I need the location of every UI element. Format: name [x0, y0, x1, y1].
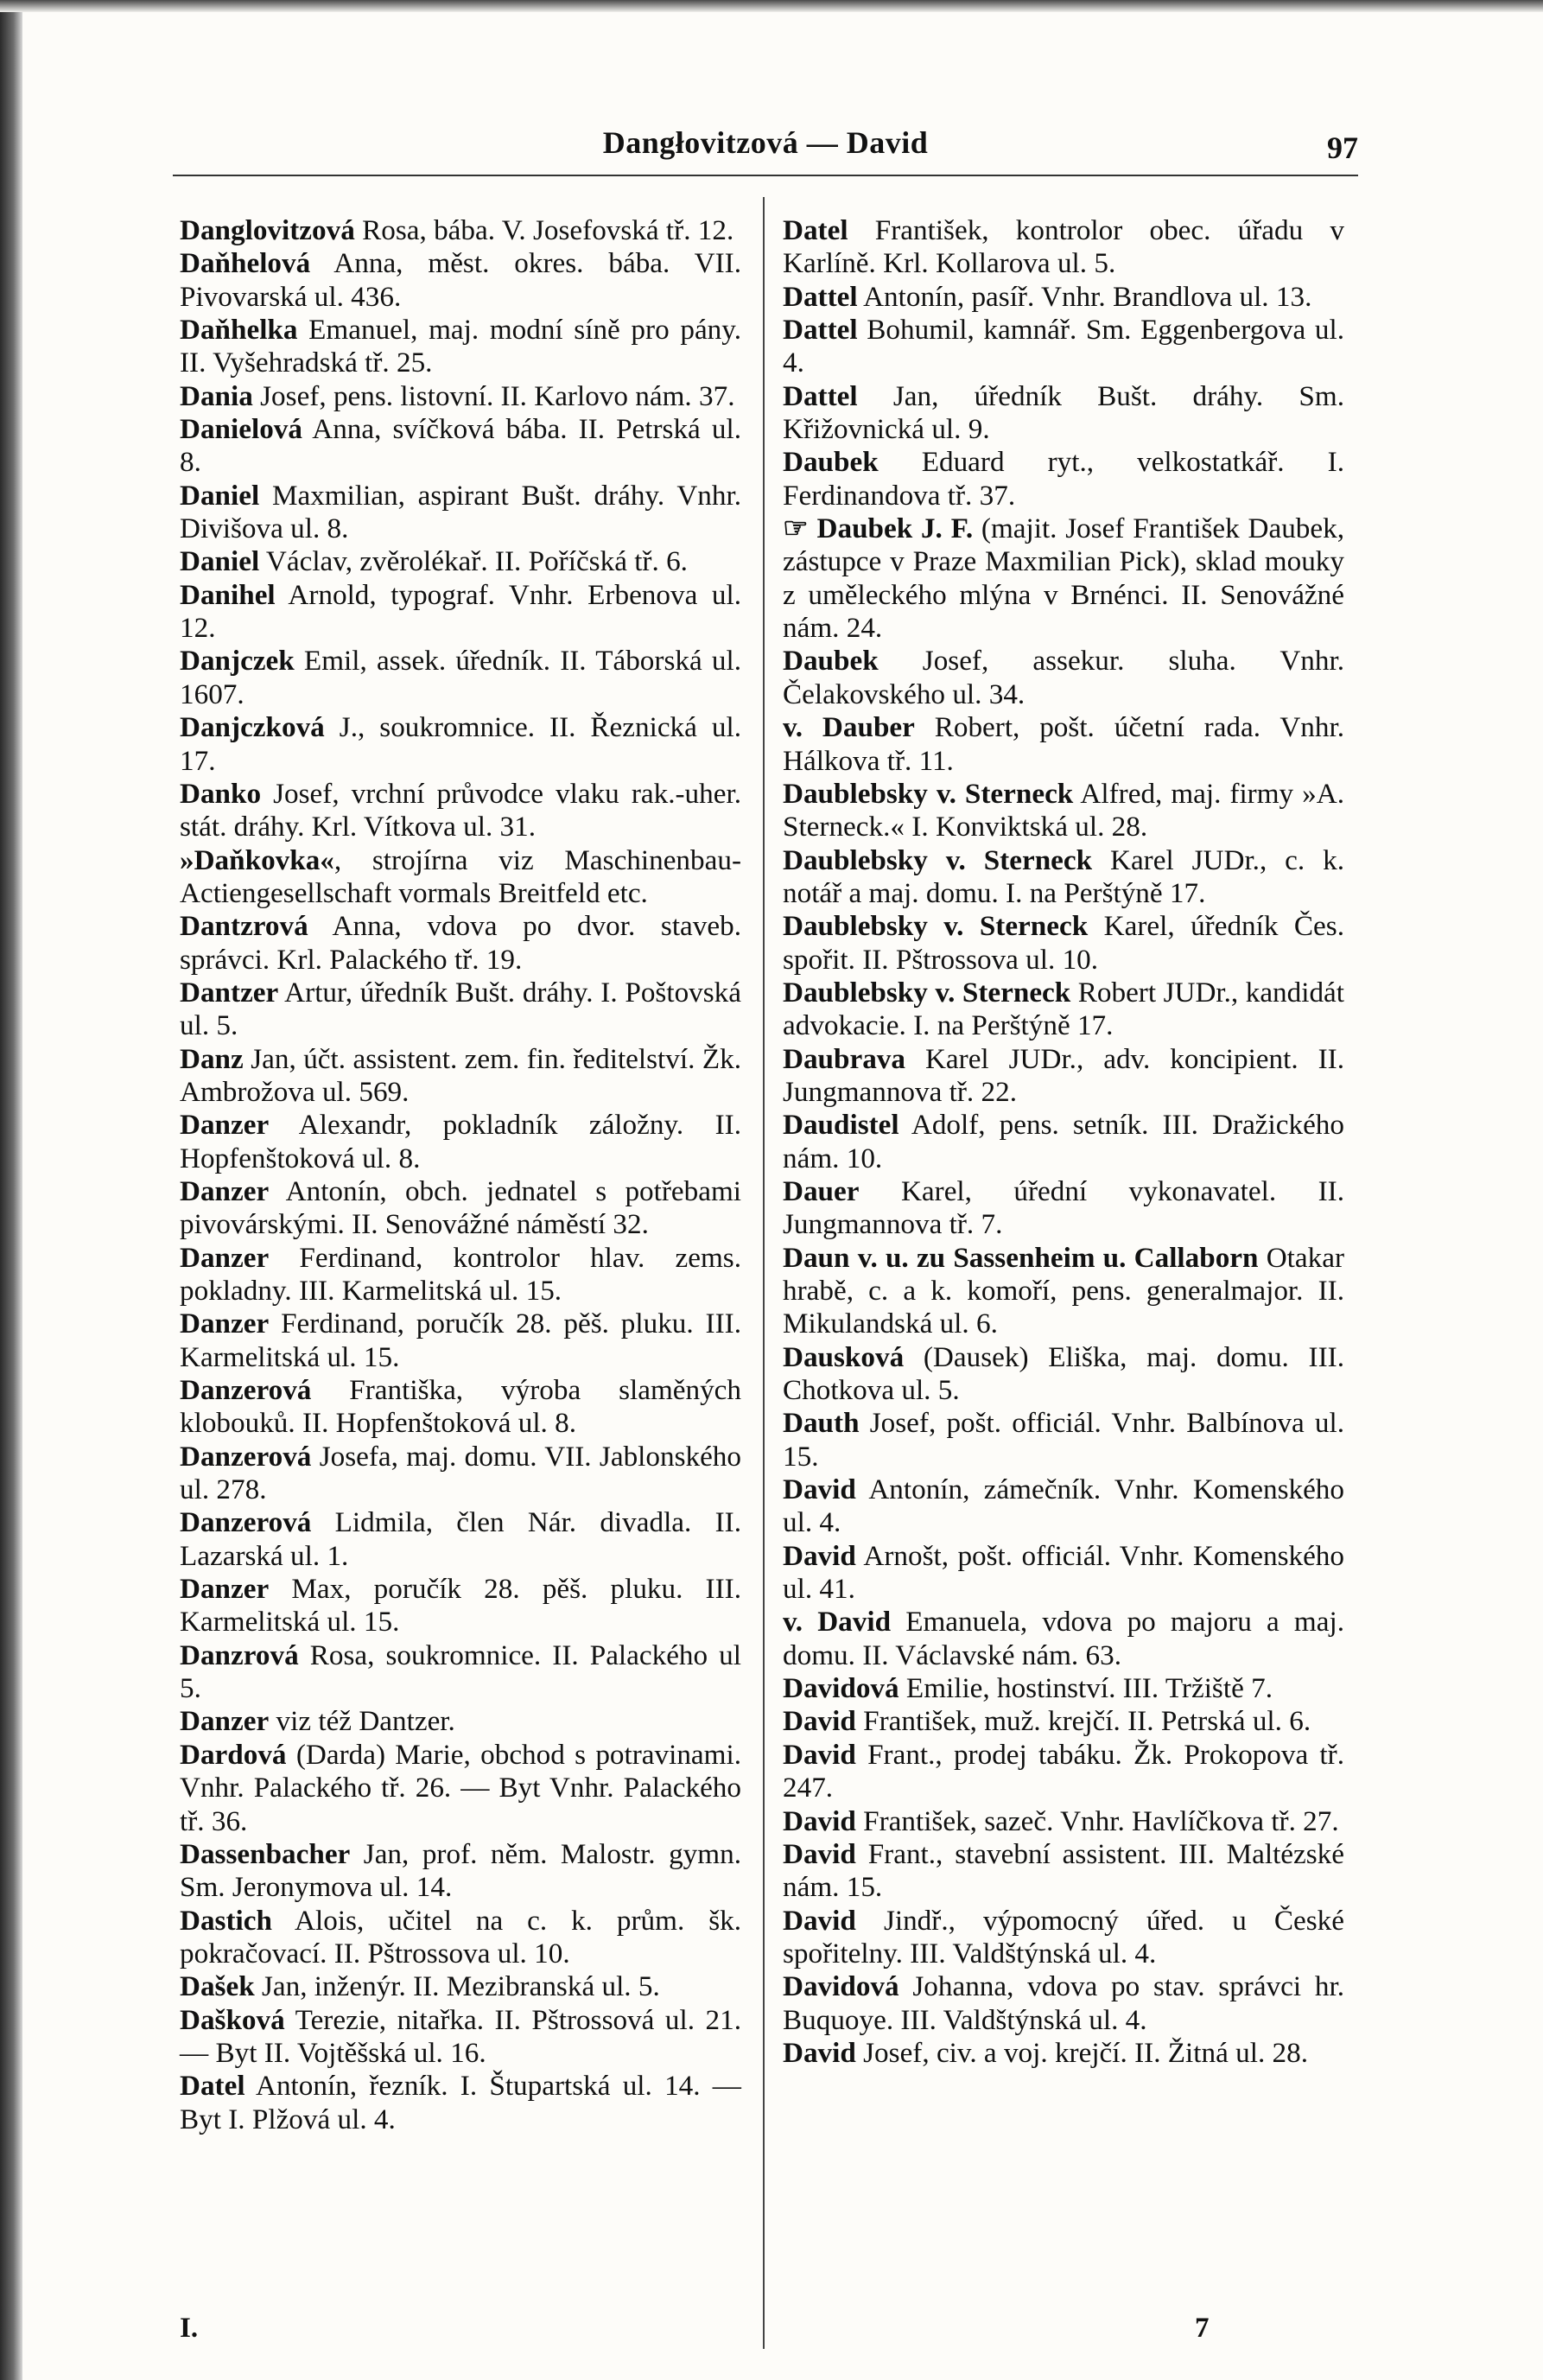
directory-entry [783, 1739, 1344, 1805]
directory-entry [783, 380, 1344, 447]
entry-details: Josef, vrchní průvodce vlaku rak.-uher. stát. dráhy. Krl. Vítkova ul. 31. [180, 777, 741, 843]
entry-name: Daublebsky v. Sterneck [783, 910, 1089, 943]
directory-entry [783, 1109, 1344, 1175]
entry-name: David [783, 1904, 856, 1937]
entry-name: Daniel [180, 479, 260, 512]
directory-entry [783, 1705, 1344, 1738]
entry-details: (Darda) Marie, obchod s potravinami. Vnhr. Palackého tř. 26. — Byt Vnhr. Palackého tř. 36. [180, 1738, 741, 1837]
directory-entry [180, 711, 741, 778]
entry-details: Jan, účt. assistent. zem. fin. ředitelství. Žk. Ambrožova ul. 569. [180, 1042, 741, 1108]
entry-details: Josef, pošt. officiál. Vnhr. Balbínova ul. 15. [783, 1407, 1344, 1473]
directory-entry [180, 1308, 741, 1374]
entry-details: (Dausek) Eliška, maj. domu. III. Chotkova ul. 5. [783, 1340, 1344, 1407]
directory-entry [783, 711, 1344, 778]
page-header [173, 121, 1358, 169]
entry-details: Arnošt, pošt. officiál. Vnhr. Komenského ul. 41. [783, 1539, 1344, 1606]
directory-entry [180, 413, 741, 480]
directory-entry [180, 910, 741, 977]
entry-name: Daňhelová [180, 247, 311, 280]
entry-details: Ferdinand, kontrolor hlav. zems. pokladny. III. Karmelitská ul. 15. [180, 1241, 741, 1307]
entry-name: Danzer [180, 1308, 270, 1340]
entry-name: Danzer [180, 1109, 270, 1142]
entry-details: Johanna, vdova po stav. správci hr. Buquoye. III. Valdštýnská ul. 4. [783, 1970, 1344, 2036]
entry-name: Daubek [783, 645, 879, 678]
directory-entry [180, 1970, 741, 2003]
directory-entry [180, 1639, 741, 1706]
directory-entry [783, 1970, 1344, 2037]
entry-details: Antonín, pasíř. Vnhr. Brandlova ul. 13. [857, 280, 1312, 313]
directory-entry [783, 1242, 1344, 1341]
entry-name: Danzrová [180, 1639, 299, 1671]
entry-name: Daňhelka [180, 314, 298, 347]
entry-details: Antonín, obch. jednatel s potřebami pivovárskými. II. Senovážné náměstí 32. [180, 1174, 741, 1241]
entry-name: Danzerová [180, 1506, 312, 1539]
directory-entry [180, 214, 741, 247]
entry-name: ☞ Daubek J. F. [783, 512, 974, 545]
entry-details: Františka, výroba slaměných klobouků. II. Hopfenštoková ul. 8. [180, 1374, 741, 1440]
directory-entry [180, 579, 741, 646]
entry-name: v. David [783, 1606, 892, 1639]
entry-details: Frant., stavební assistent. III. Maltézské nám. 15. [783, 1837, 1344, 1904]
directory-entry [180, 545, 741, 578]
directory-entry [783, 1540, 1344, 1607]
entry-name: Daublebsky v. Sterneck [783, 976, 1071, 1009]
entry-name: David [783, 1738, 856, 1771]
entry-name: Danz [180, 1042, 244, 1075]
directory-entry [180, 2004, 741, 2071]
entry-name: Danjczková [180, 711, 325, 744]
entry-name: Danzer [180, 1705, 270, 1738]
entry-details: Robert, pošt. účetní rada. Vnhr. Hálkova tř. 11. [783, 711, 1344, 777]
running-head: Dangłovitzová — David [602, 125, 929, 160]
entry-details: Alexandr, pokladník záložny. II. Hopfenštoková ul. 8. [180, 1109, 741, 1174]
entry-details: Jan, inženýr. II. Mezibranská ul. 5. [254, 1970, 660, 2003]
entry-name: Danzer [180, 1573, 270, 1606]
entry-details: Jan, úředník Bušt. dráhy. Sm. Křižovnická ul. 9. [783, 379, 1344, 446]
directory-entry [783, 844, 1344, 911]
entry-details: , strojírna viz Maschinenbau-Actiengesellschaft vormals Breitfeld etc. [180, 843, 741, 909]
directory-entry [180, 1374, 741, 1441]
entry-name: Danglovitzová [180, 214, 355, 246]
entry-details: Anna, svíčková bába. II. Petrská ul. 8. [180, 413, 741, 479]
entry-details: Emanuel, maj. modní síně pro pány. II. Vyšehradská tř. 25. [180, 314, 741, 379]
entry-name: Danzer [180, 1174, 270, 1207]
right-column [783, 214, 1344, 2070]
directory-entry [180, 778, 741, 844]
entry-details: Karel, úřední vykonavatel. II. Jungmannova tř. 7. [783, 1174, 1344, 1241]
entry-name: Dauer [783, 1174, 860, 1207]
entry-details: František, muž. krejčí. II. Petrská ul. 6. [855, 1705, 1311, 1738]
scan-edge-left [0, 0, 22, 2380]
entry-details: Otakar hrabě, c. a k. komoří, pens. generalmajor. II. Mikulandská ul. 6. [783, 1241, 1345, 1340]
entry-name: Datel [180, 2070, 245, 2103]
directory-entry [180, 380, 741, 413]
entry-details: František, sazeč. Vnhr. Havlíčkova tř. 27. [855, 1804, 1339, 1837]
entry-name: Daniel [180, 545, 260, 578]
directory-entry [180, 645, 741, 711]
entry-name: Daun v. u. zu Sassenheim u. Callaborn [783, 1241, 1259, 1274]
page-number: 97 [1327, 130, 1358, 165]
directory-entry [783, 1805, 1344, 1838]
entry-details: J., soukromnice. II. Řeznická ul. 17. [180, 711, 741, 777]
directory-entry [783, 910, 1344, 977]
directory-entry [180, 247, 741, 314]
entry-name: Dauth [783, 1407, 860, 1440]
column-divider [763, 197, 765, 2349]
entry-name: Dattel [783, 280, 858, 313]
entry-name: Daublebsky v. Sterneck [783, 777, 1074, 810]
entry-name: Davidová [783, 1970, 899, 2003]
directory-entry [783, 1341, 1344, 1408]
entry-name: Davidová [783, 1672, 899, 1705]
directory-entry [783, 1905, 1344, 1971]
directory-entry [180, 1739, 741, 1838]
entry-details: Antonín, zámečník. Vnhr. Komenského ul. 4. [783, 1473, 1344, 1539]
entry-details: Frant., prodej tabáku. Žk. Prokopova tř. 247. [783, 1738, 1344, 1804]
directory-entry [783, 1043, 1344, 1110]
directory-entry [180, 1573, 741, 1639]
entry-details: Maxmilian, aspirant Bušt. dráhy. Vnhr. Divišova ul. 8. [180, 479, 741, 545]
entry-name: David [783, 1473, 856, 1506]
directory-entry [180, 1838, 741, 1905]
entry-name: Danzer [180, 1241, 270, 1274]
entry-name: Dastich [180, 1904, 272, 1937]
entry-details: Karel JUDr., adv. koncipient. II. Jungmannova tř. 22. [783, 1042, 1344, 1108]
directory-entry [180, 1109, 741, 1175]
directory-entry [783, 314, 1344, 380]
directory-entry [180, 2070, 741, 2136]
entry-name: Dausková [783, 1340, 905, 1373]
entry-name: Daubek [783, 446, 879, 479]
scan-edge-top [0, 0, 1543, 12]
entry-details: František, kontrolor obec. úřadu v Karlíně. Krl. Kollarova ul. 5. [783, 214, 1344, 280]
entry-details: Jindř., výpomocný úřed. u České spořitelny. III. Valdštýnská ul. 4. [783, 1904, 1344, 1970]
entry-name: v. Dauber [783, 711, 915, 744]
directory-entry [783, 645, 1344, 711]
entry-details: (majit. Josef František Daubek, zástupce v Praze Maxmilian Pick), sklad mouky z uměleckého mlýna v Brnénci. II. Senovážné nám. 24. [783, 512, 1345, 645]
entry-details: Josef, civ. a voj. krejčí. II. Žitná ul. 28. [855, 2036, 1309, 2069]
entry-details: Robert JUDr., kandidát advokacie. I. na Perštýně 17. [783, 976, 1344, 1042]
directory-entry [783, 446, 1344, 512]
directory-entry [180, 1441, 741, 1507]
header-rule [173, 175, 1358, 176]
entry-name: Danihel [180, 578, 276, 611]
directory-entry [783, 1175, 1344, 1242]
entry-name: David [783, 1804, 856, 1837]
entry-name: David [783, 2036, 856, 2069]
entry-details: Emil, assek. úředník. II. Táborská ul. 1607. [180, 645, 741, 710]
directory-entry [783, 1672, 1344, 1705]
entry-details: viz též Dantzer. [269, 1705, 455, 1738]
signature-mark-left: I. [180, 2313, 199, 2344]
directory-entry [783, 1838, 1344, 1905]
entry-name: Danielová [180, 413, 302, 446]
entry-details: Emilie, hostinství. III. Tržiště 7. [898, 1672, 1273, 1705]
entry-name: Daublebsky v. Sterneck [783, 843, 1093, 876]
entry-name: Danzerová [180, 1440, 312, 1473]
directory-entry [180, 1705, 741, 1738]
entry-name: Dattel [783, 314, 858, 347]
left-column [180, 214, 741, 2136]
entry-details: Anna, vdova po dvor. staveb. správci. Krl. Palackého tř. 19. [180, 910, 741, 976]
entry-name: David [783, 1837, 856, 1870]
entry-details: Terezie, nitařka. II. Pštrossová ul. 21. — Byt II. Vojtěšská ul. 16. [180, 2003, 741, 2069]
directory-entry [180, 1506, 741, 1573]
directory-entry [783, 281, 1344, 314]
entry-details: Eduard ryt., velkostatkář. I. Ferdinandova tř. 37. [783, 446, 1344, 512]
entry-name: Dantzrová [180, 910, 308, 943]
entry-name: Danzerová [180, 1374, 312, 1407]
entry-name: Danjczek [180, 645, 295, 678]
entry-name: Dantzer [180, 976, 279, 1009]
directory-entry [783, 1473, 1344, 1540]
entry-details: Josefa, maj. domu. VII. Jablonského ul. 278. [180, 1440, 741, 1506]
entry-name: David [783, 1539, 856, 1572]
entry-details: Antonín, řezník. I. Štupartská ul. 14. — Byt I. Plžová ul. 4. [180, 2070, 741, 2135]
entry-details: Bohumil, kamnář. Sm. Eggenbergova ul. 4. [783, 314, 1344, 379]
entry-name: David [783, 1705, 856, 1738]
entry-details: Ferdinand, poručík 28. pěš. pluku. III. Karmelitská ul. 15. [180, 1308, 741, 1373]
entry-details: Karel, úředník Čes. spořit. II. Pštrossova ul. 10. [783, 910, 1344, 976]
entry-details: Alois, učitel na c. k. prům. šk. pokračovací. II. Pštrossova ul. 10. [180, 1904, 741, 1970]
entry-details: Jan, prof. něm. Malostr. gymn. Sm. Jeronymova ul. 14. [180, 1837, 741, 1904]
directory-entry [783, 214, 1344, 281]
entry-details: Max, poručík 28. pěš. pluku. III. Karmelitská ul. 15. [180, 1573, 741, 1639]
entry-name: »Daňkovka« [180, 843, 334, 876]
entry-details: Anna, měst. okres. bába. VII. Pivovarská ul. 436. [180, 247, 741, 313]
entry-name: Dattel [783, 379, 858, 412]
directory-entry [180, 844, 741, 911]
directory-entry [180, 1175, 741, 1242]
signature-mark-right: 7 [1195, 2313, 1210, 2344]
entry-details: Josef, pens. listovní. II. Karlovo nám. 37. [252, 379, 735, 412]
directory-entry [180, 480, 741, 546]
entry-details: Arnold, typograf. Vnhr. Erbenova ul. 12. [180, 578, 741, 645]
entry-details: Rosa, soukromnice. II. Palackého ul 5. [180, 1639, 741, 1705]
entry-details: Artur, úředník Bušt. dráhy. I. Poštovská ul. 5. [180, 976, 741, 1042]
entry-details: Lidmila, člen Nár. divadla. II. Lazarská ul. 1. [180, 1506, 741, 1572]
entry-details: Rosa, bába. V. Josefovská tř. 12. [354, 214, 734, 246]
directory-entry [180, 1043, 741, 1110]
directory-entry [783, 1407, 1344, 1473]
entry-details: Adolf, pens. setník. III. Dražického nám. 10. [783, 1109, 1344, 1174]
entry-name: Datel [783, 214, 848, 246]
entry-details: Emanuela, vdova po majoru a maj. domu. II. Václavské nám. 63. [783, 1606, 1344, 1671]
entry-details: Karel JUDr., c. k. notář a maj. domu. I. na Perštýně 17. [783, 843, 1344, 909]
directory-entry [783, 2037, 1344, 2070]
entry-details: Josef, assekur. sluha. Vnhr. Čelakovského ul. 34. [783, 645, 1344, 710]
entry-name: Daudistel [783, 1109, 899, 1142]
directory-entry [783, 778, 1344, 844]
entry-details: Alfred, maj. firmy »A. Sterneck.« I. Konviktská ul. 28. [783, 777, 1344, 843]
entry-name: Dania [180, 379, 253, 412]
entry-name: Danko [180, 777, 262, 810]
entry-name: Daubrava [783, 1042, 905, 1075]
entry-name: Dašková [180, 2003, 285, 2036]
directory-entry [783, 512, 1344, 645]
entry-name: Dašek [180, 1970, 255, 2003]
directory-entry [783, 1606, 1344, 1672]
directory-entry [180, 977, 741, 1043]
directory-entry [180, 1242, 741, 1308]
entry-details: Václav, zvěrolékař. II. Poříčská tř. 6. [259, 545, 688, 578]
directory-entry [180, 1905, 741, 1971]
entry-name: Dassenbacher [180, 1837, 351, 1870]
directory-entry [180, 314, 741, 380]
entry-name: Dardová [180, 1738, 287, 1771]
directory-entry [783, 977, 1344, 1043]
